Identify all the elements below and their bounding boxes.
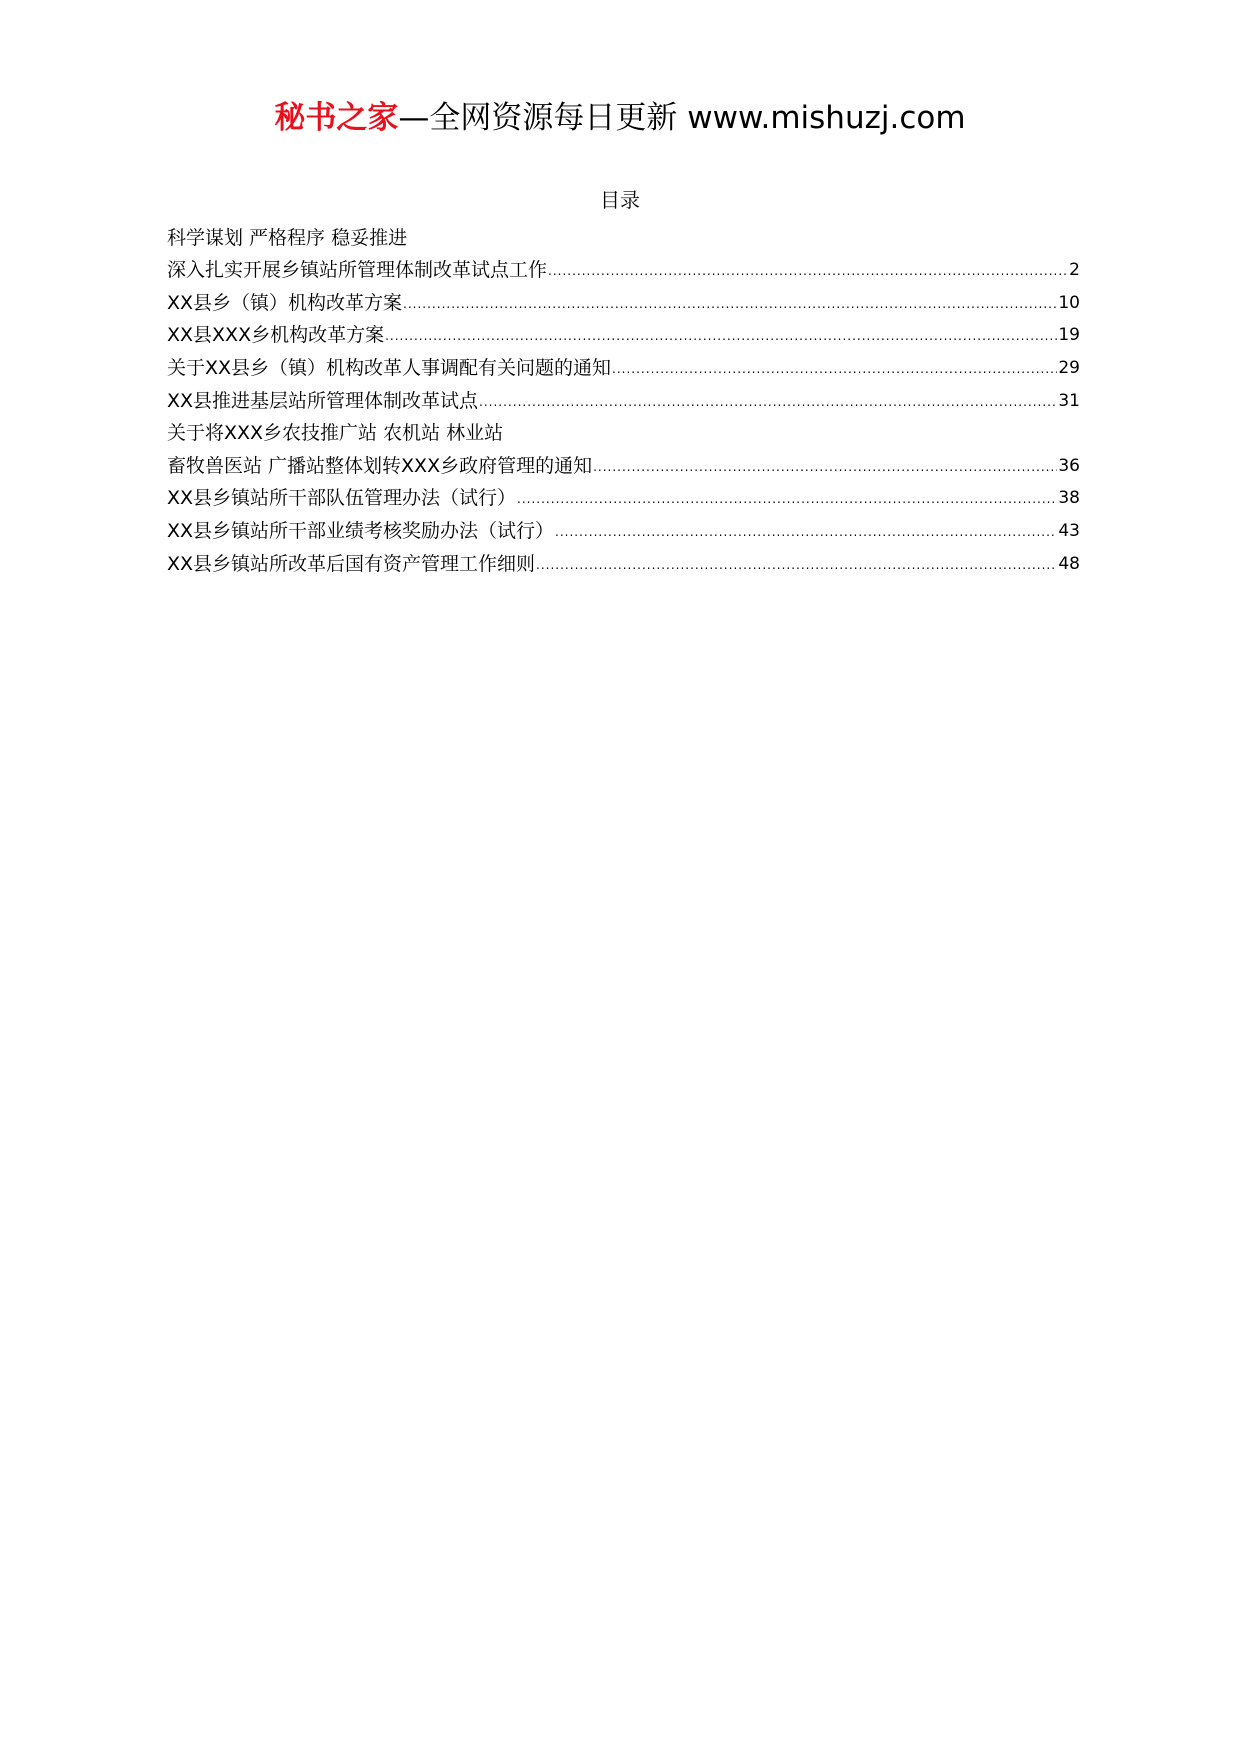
toc-dot-leader <box>403 295 1057 313</box>
toc-entry-text: XX县推进基层站所管理体制改革试点 <box>167 389 479 412</box>
toc-entry-text: 关于XX县乡（镇）机构改革人事调配有关问题的通知 <box>167 356 612 379</box>
toc-entry[interactable] <box>167 544 1080 577</box>
toc-entry-text: XX县乡镇站所改革后国有资产管理工作细则 <box>167 552 536 575</box>
toc-entry-text: XX县乡镇站所干部业绩考核奖励办法（试行） <box>167 519 555 542</box>
toc-dot-leader <box>536 556 1057 574</box>
toc-entry-page: 19 <box>1058 325 1080 346</box>
toc-entry[interactable] <box>167 348 1080 381</box>
toc-entry-page: 43 <box>1058 520 1080 541</box>
toc-dot-leader <box>593 458 1057 476</box>
toc-entry-text: 深入扎实开展乡镇站所管理体制改革试点工作 <box>167 259 548 282</box>
brand-name: 秘书之家 <box>274 100 399 136</box>
toc-title: 目录 <box>600 188 640 212</box>
toc-entry-page: 10 <box>1058 292 1080 313</box>
toc-entry[interactable] <box>167 479 1080 512</box>
table-of-contents <box>167 218 1080 577</box>
toc-entry[interactable] <box>167 414 1080 447</box>
page-header <box>0 96 1240 140</box>
toc-entry-text: XX县乡镇站所干部队伍管理办法（试行） <box>167 487 517 510</box>
toc-entry[interactable] <box>167 251 1080 284</box>
toc-entry-page: 48 <box>1058 553 1080 574</box>
toc-dot-leader <box>612 360 1057 378</box>
toc-entry-page: 31 <box>1058 390 1080 411</box>
toc-entry-page: 36 <box>1058 455 1080 476</box>
toc-entry-text: 关于将XXX乡农技推广站 农机站 林业站 <box>167 422 504 445</box>
toc-dot-leader <box>479 393 1057 411</box>
header-tagline: —全网资源每日更新 www.mishuzj.com <box>398 100 966 136</box>
toc-entry[interactable] <box>167 218 1080 251</box>
toc-entry-text: 畜牧兽医站 广播站整体划转XXX乡政府管理的通知 <box>167 454 593 477</box>
toc-entry[interactable] <box>167 381 1080 414</box>
toc-entry-text: XX县XXX乡机构改革方案 <box>167 324 385 347</box>
toc-dot-leader <box>517 490 1057 508</box>
toc-entry[interactable] <box>167 283 1080 316</box>
toc-entry-text: XX县乡（镇）机构改革方案 <box>167 291 403 314</box>
toc-entry-text: 科学谋划 严格程序 稳妥推进 <box>167 226 408 249</box>
toc-entry[interactable] <box>167 511 1080 544</box>
toc-dot-leader <box>385 327 1057 345</box>
toc-entry-page: 2 <box>1069 260 1080 281</box>
toc-dot-leader <box>548 262 1068 280</box>
toc-entry-page: 29 <box>1058 357 1080 378</box>
toc-entry[interactable] <box>167 446 1080 479</box>
toc-entry[interactable] <box>167 316 1080 349</box>
toc-entry-page: 38 <box>1058 488 1080 509</box>
toc-dot-leader <box>555 523 1057 541</box>
